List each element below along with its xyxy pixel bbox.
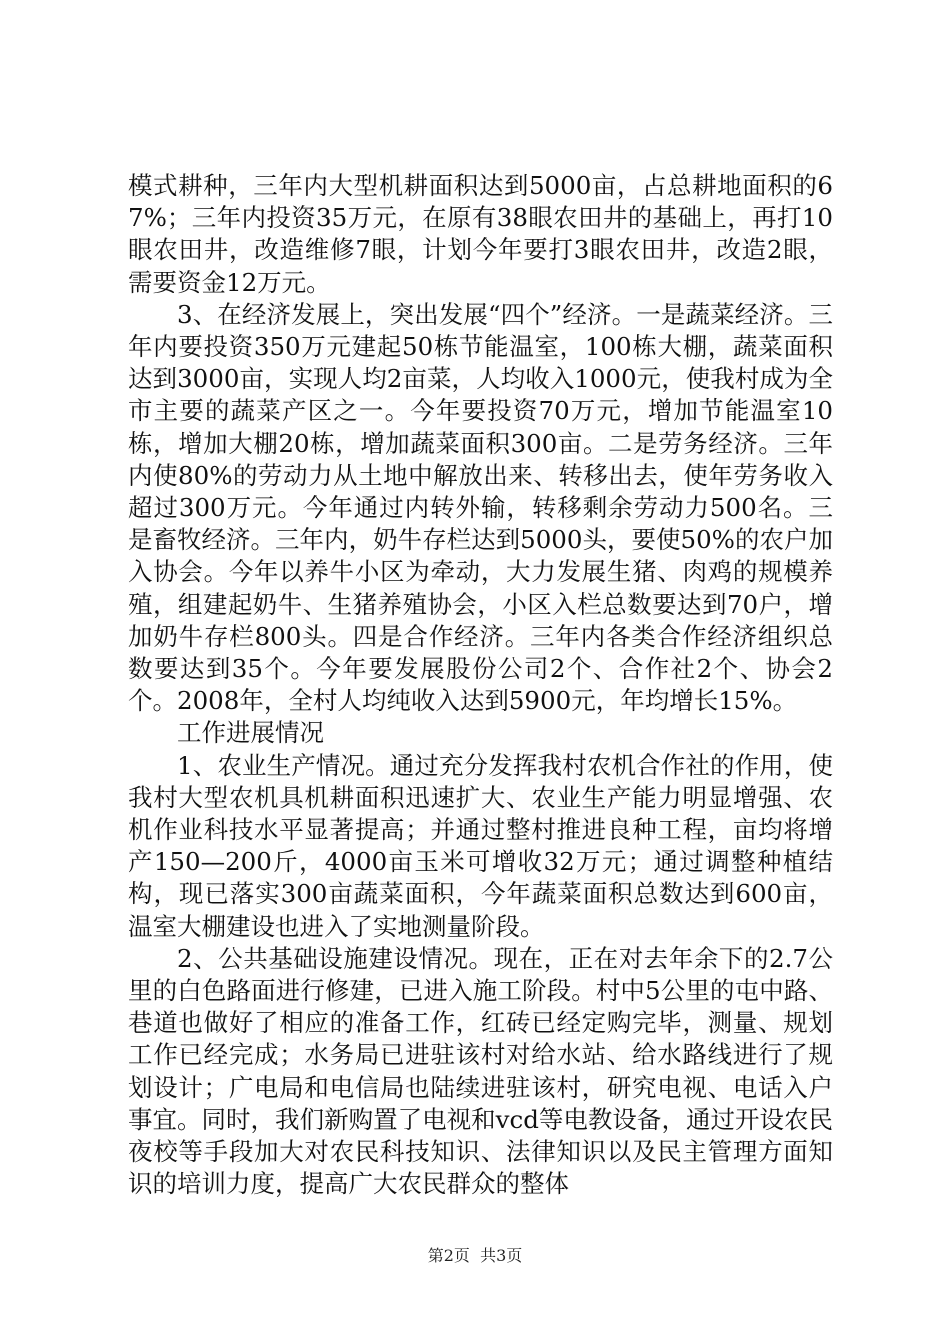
section-heading-progress: 工作进展情况: [177, 718, 324, 748]
document-body: [128, 170, 833, 1201]
paragraph-continued: 模式耕种，三年内大型机耕面积达到5000亩，占总耕地面积的67%；三年内投资35万元，在原有38眼农田井的基础上，再打10眼农田井，改造维修7眼，计划今年要打3眼农田井，改造2眼，需要资金12万元。: [128, 171, 833, 297]
paragraph-agricultural-production: 1、农业生产情况。通过充分发挥我村农机合作社的作用，使我村大型农机具机耕面积迅速扩大、农业生产能力明显增强、农机作业科技水平显著提高；并通过整村推进良种工程，亩均将增产150—200斤，4000亩玉米可增收32万元；通过调整种植结构，现已落实300亩蔬菜面积，今年蔬菜面积总数达到600亩，温室大棚建设也进入了实地测量阶段。: [128, 750, 833, 941]
paragraph-public-infrastructure: 2、公共基础设施建设情况。现在，正在对去年余下的2.7公里的白色路面进行修建，已进入施工阶段。村中5公里的屯中路、巷道也做好了相应的准备工作，红砖已经定购完毕，测量、规划工作已经完成；水务局已进驻该村对给水站、给水路线进行了规划设计；广电局和电信局也陆续进驻该村，研究电视、电话入户事宜。同时，我们新购置了电视和vcd等电教设备，通过开设农民夜校等手段加大对农民科技知识、法律知识以及民主管理方面知识的培训力度，提高广大农民群众的整体: [128, 943, 833, 1199]
page-number-footer: 第2页 共3页: [427, 1246, 523, 1265]
paragraph-economic-development: 3、在经济发展上，突出发展“四个”经济。一是蔬菜经济。三年内要投资350万元建起50栋节能温室，100栋大棚，蔬菜面积达到3000亩，实现人均2亩菜，人均收入1000元，使我村成为全市主要的蔬菜产区之一。今年要投资70万元，增加节能温室10栋，增加大棚20栋，增加蔬菜面积300亩。二是劳务经济。三年内使80%的劳动力从土地中解放出来、转移出去，使年劳务收入超过300万元。今年通过内转外输，转移剩余劳动力500名。三是畜牧经济。三年内，奶牛存栏达到5000头，要使50%的农户加入协会。今年以养牛小区为牵动，大力发展生猪、肉鸡的规模养殖，组建起奶牛、生猪养殖协会，小区入栏总数要达到70户，增加奶牛存栏800头。四是合作经济。三年内各类合作经济组织总数要达到35个。今年要发展股份公司2个、合作社2个、协会2个。2008年，全村人均纯收入达到5900元，年均增长15%。: [128, 299, 833, 716]
